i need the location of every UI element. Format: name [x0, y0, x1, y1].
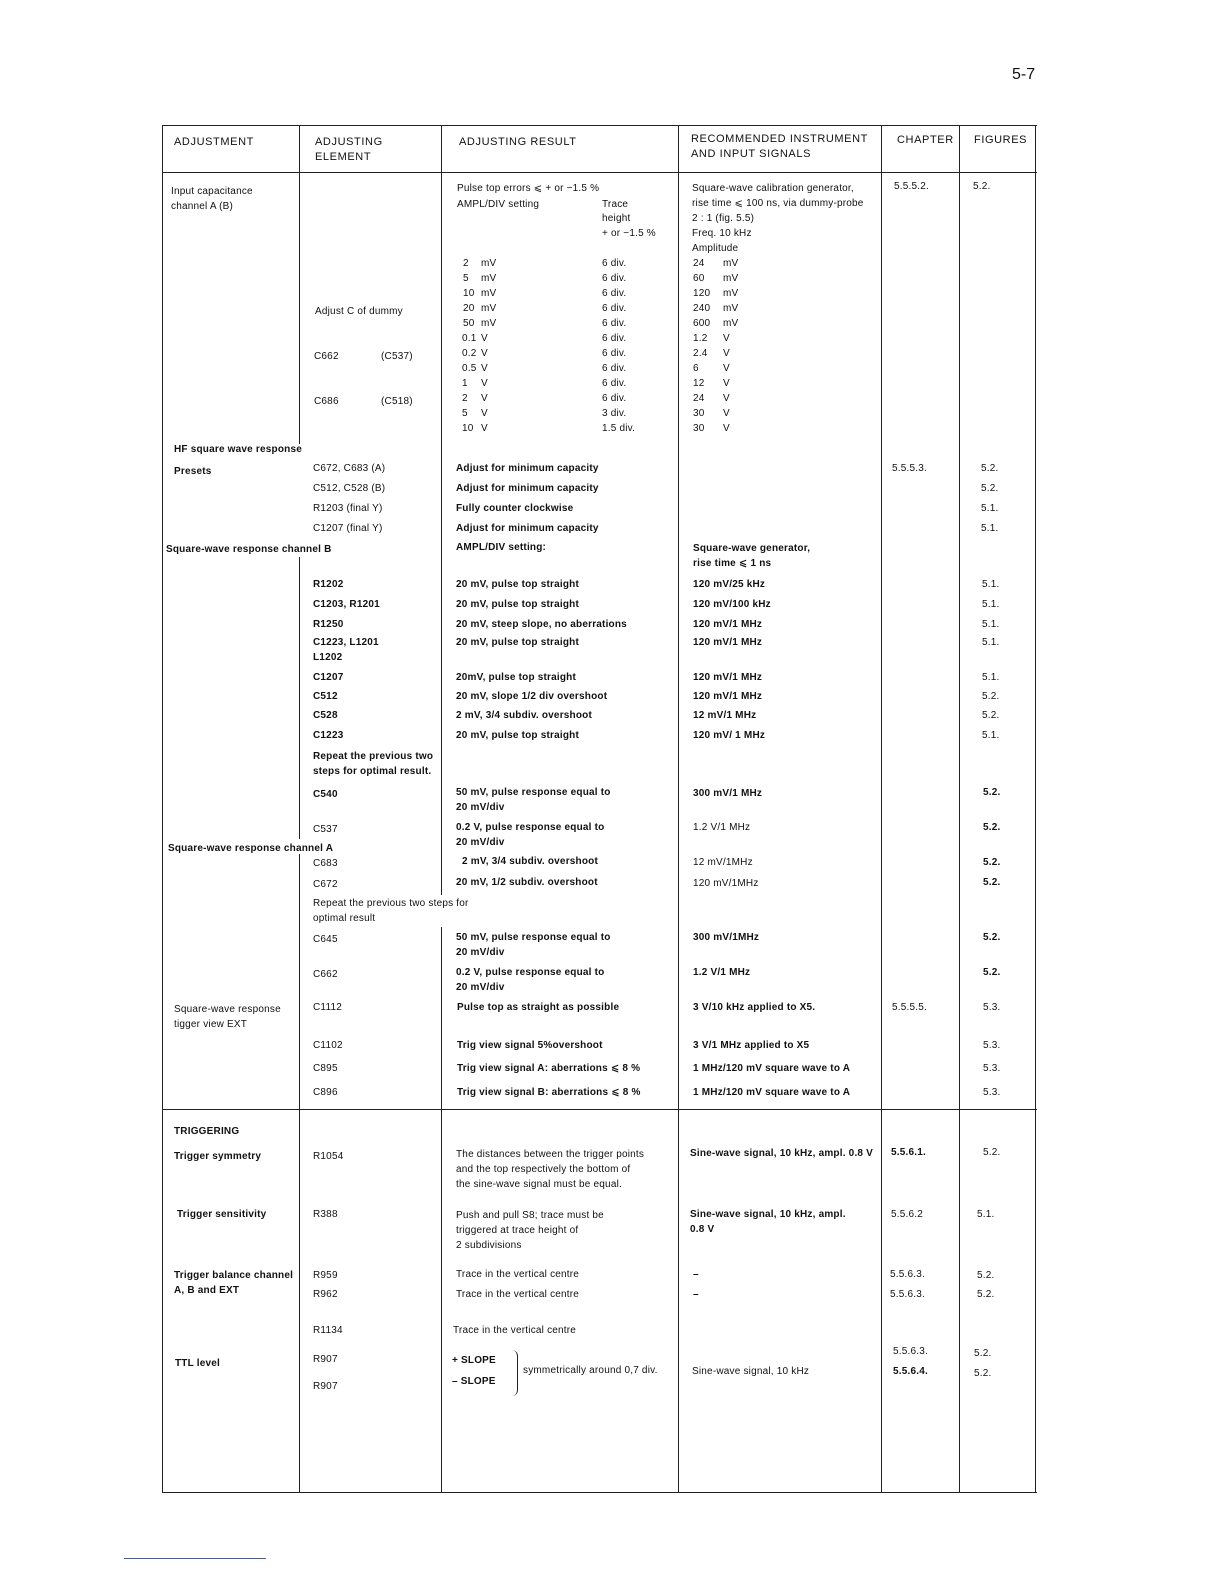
figure-value: 5.3.	[983, 1063, 1001, 1074]
amplitude-value: 24	[693, 393, 705, 404]
amplitude-unit: V	[723, 393, 730, 404]
instrument-text: 3 V/1 MHz applied to X5	[693, 1040, 810, 1051]
column-rule	[678, 125, 679, 1492]
ampl-setting-value: 20	[463, 303, 475, 314]
amplitude-unit: mV	[723, 318, 739, 329]
instrument-text: 120 mV/100 kHz	[693, 599, 771, 610]
instrument-text: 2 : 1 (fig. 5.5)	[692, 213, 755, 224]
column-rule	[441, 125, 442, 895]
element-label: C645	[313, 934, 338, 945]
result-text: 20 mV, pulse top straight	[456, 579, 579, 590]
trace-heading: + or −1.5 %	[602, 228, 656, 239]
chapter-value: 5.5.6.4.	[893, 1366, 928, 1377]
result-text: Pulse top as straight as possible	[457, 1002, 620, 1013]
element-label: C1203, R1201	[313, 599, 380, 610]
figure-value: 5.1.	[981, 503, 999, 514]
element-label: C672, C683 (A)	[313, 463, 386, 474]
instrument-text: 300 mV/1MHz	[693, 932, 760, 943]
result-text: 2 mV, 3/4 subdiv. overshoot	[456, 710, 593, 721]
presets-label: Presets	[174, 466, 212, 477]
trigger-sensitivity-label: Trigger sensitivity	[177, 1209, 267, 1220]
ampl-setting-value: 50	[463, 318, 475, 329]
result-text: Trace in the vertical centre	[453, 1325, 577, 1336]
element-label: C672	[313, 879, 338, 890]
amplitude-unit: V	[723, 363, 730, 374]
trace-height-value: 6 div.	[602, 273, 627, 284]
ampl-setting-value: 2	[463, 258, 469, 269]
element-label: C662	[314, 351, 339, 362]
element-label: R907	[313, 1354, 338, 1365]
figure-value: 5.2.	[983, 787, 1001, 798]
element-label: C512	[313, 691, 338, 702]
chapter-value: 5.5.6.3.	[893, 1346, 928, 1357]
instrument-text: 120 mV/25 kHz	[693, 579, 766, 590]
amplitude-value: 12	[693, 378, 705, 389]
figure-value: 5.3.	[983, 1002, 1001, 1013]
ampl-setting-unit: V	[481, 363, 488, 374]
page-number: 5-7	[1012, 66, 1036, 83]
amplitude-unit: mV	[723, 288, 739, 299]
element-label: C1223	[313, 730, 344, 741]
repeat-note: Repeat the previous two	[313, 751, 434, 762]
figure-value: 5.2.	[981, 483, 999, 494]
result-text: Fully counter clockwise	[456, 503, 574, 514]
instrument-text: 3 V/10 kHz applied to X5.	[693, 1002, 816, 1013]
ampl-setting-value: 2	[462, 393, 468, 404]
trace-heading: Trace	[602, 199, 629, 210]
instrument-text: 1 MHz/120 mV square wave to A	[693, 1063, 851, 1074]
instrument-text: 0.8 V	[690, 1224, 715, 1235]
ampl-setting-value: 10	[463, 288, 475, 299]
square-wave-b-title: Square-wave response channel B	[166, 544, 332, 555]
amplitude-value: 120	[693, 288, 711, 299]
chapter-value: 5.5.6.1.	[891, 1147, 926, 1158]
header-adjustment: ADJUSTMENT	[174, 136, 254, 148]
instrument-text: Freq. 10 kHz	[692, 228, 752, 239]
section-divider	[162, 1109, 1037, 1110]
element-label: R1054	[313, 1151, 344, 1162]
ampl-setting-unit: mV	[481, 318, 497, 329]
figure-value: 5.2.	[983, 857, 1001, 868]
figure-value: 5.2.	[977, 1289, 995, 1300]
figure-value: 5.2.	[983, 967, 1001, 978]
result-text: Adjust for minimum capacity	[456, 523, 599, 534]
chapter-value: 5.5.5.5.	[892, 1002, 927, 1013]
instrument-text: –	[693, 1289, 699, 1300]
result-text: 20 mV, steep slope, no aberrations	[456, 619, 627, 630]
instrument-text: 12 mV/1MHz	[693, 857, 753, 868]
instrument-text: Sine-wave signal, 10 kHz, ampl.	[690, 1209, 846, 1220]
element-label: C686	[314, 396, 339, 407]
amplitude-value: 30	[693, 423, 705, 434]
square-wave-ext-title: tigger view EXT	[174, 1019, 248, 1030]
repeat-note: Repeat the previous two steps for	[313, 898, 469, 909]
ampl-setting-unit: V	[481, 378, 488, 389]
result-text: AMPL/DIV setting	[457, 199, 540, 210]
trace-height-value: 6 div.	[602, 333, 627, 344]
instrument-text: 120 mV/1 MHz	[693, 637, 763, 648]
ampl-setting-unit: V	[481, 393, 488, 404]
figure-value: 5.2.	[973, 181, 991, 192]
trace-height-value: 3 div.	[602, 408, 627, 419]
ampl-setting-unit: mV	[481, 288, 497, 299]
ampl-setting-unit: V	[481, 423, 488, 434]
adjustment-label: channel A (B)	[171, 201, 234, 212]
result-text: Trace in the vertical centre	[456, 1289, 580, 1300]
instrument-text: 300 mV/1 MHz	[693, 788, 763, 799]
result-text: symmetrically around 0,7 div.	[523, 1365, 658, 1376]
result-text: Push and pull S8; trace must be	[456, 1210, 604, 1221]
result-text: 20mV, pulse top straight	[456, 672, 577, 683]
result-text: Adjust for minimum capacity	[456, 463, 599, 474]
element-label: L1202	[313, 652, 343, 663]
column-rule	[299, 854, 300, 1492]
ampl-setting-value: 0.1	[462, 333, 477, 344]
element-label: C662	[313, 969, 338, 980]
header-bottom-border	[162, 172, 1037, 173]
result-text: 20 mV/div	[456, 802, 505, 813]
amplitude-unit: mV	[723, 303, 739, 314]
element-label: C1207	[313, 672, 344, 683]
square-wave-ext-title: Square-wave response	[174, 1004, 281, 1015]
instrument-text: 120 mV/1MHz	[693, 878, 759, 889]
element-label: (C537)	[381, 351, 413, 362]
generator-text: Square-wave generator,	[693, 543, 811, 554]
instrument-text: 120 mV/ 1 MHz	[693, 730, 766, 741]
trigger-balance-label: A, B and EXT	[174, 1285, 240, 1296]
figure-value: 5.2.	[983, 877, 1001, 888]
result-text: triggered at trace height of	[456, 1225, 579, 1236]
result-text: The distances between the trigger points	[456, 1149, 645, 1160]
result-text: 50 mV, pulse response equal to	[456, 932, 611, 943]
element-label: R388	[313, 1209, 338, 1220]
figure-value: 5.1.	[982, 599, 1000, 610]
trace-height-value: 6 div.	[602, 303, 627, 314]
result-text: the sine-wave signal must be equal.	[456, 1179, 622, 1190]
trace-height-value: 6 div.	[602, 318, 627, 329]
generator-text: rise time ⩽ 1 ns	[693, 558, 772, 569]
trace-height-value: 6 div.	[602, 363, 627, 374]
result-text: Adjust for minimum capacity	[456, 483, 599, 494]
figure-value: 5.1.	[982, 579, 1000, 590]
figure-value: 5.2.	[983, 822, 1001, 833]
result-text: 50 mV, pulse response equal to	[456, 787, 611, 798]
amplitude-unit: V	[723, 333, 730, 344]
trace-height-value: 6 div.	[602, 348, 627, 359]
amplitude-value: 6	[693, 363, 699, 374]
column-rule	[162, 125, 163, 1492]
instrument-text: Sine-wave signal, 10 kHz, ampl. 0.8 V	[690, 1148, 874, 1159]
result-text: Trig view signal B: aberrations ⩽ 8 %	[457, 1087, 641, 1098]
amplitude-value: 30	[693, 408, 705, 419]
header-chapter: CHAPTER	[897, 134, 954, 146]
trigger-symmetry-label: Trigger symmetry	[174, 1151, 262, 1162]
result-text: 0.2 V, pulse response equal to	[456, 967, 605, 978]
element-label: C540	[313, 789, 338, 800]
element-label: R962	[313, 1289, 338, 1300]
amplitude-unit: V	[723, 348, 730, 359]
instrument-text: 120 mV/1 MHz	[693, 619, 763, 630]
element-label: (C518)	[381, 396, 413, 407]
amplitude-value: 2.4	[693, 348, 708, 359]
amplitude-value: 600	[693, 318, 711, 329]
element-label: C512, C528 (B)	[313, 483, 386, 494]
amplitude-value: 1.2	[693, 333, 708, 344]
trace-heading: height	[602, 213, 631, 224]
amplitude-unit: V	[723, 378, 730, 389]
figure-value: 5.2.	[983, 1147, 1001, 1158]
ampl-setting-unit: V	[481, 408, 488, 419]
element-label: C537	[313, 824, 338, 835]
instrument-text: 1.2 V/1 MHz	[693, 967, 751, 978]
figure-value: 5.1.	[982, 672, 1000, 683]
instrument-text: 1.2 V/1 MHz	[693, 822, 751, 833]
ampl-setting-value: 10	[462, 423, 474, 434]
figure-value: 5.2.	[982, 691, 1000, 702]
hf-title: HF square wave response	[174, 444, 302, 455]
column-rule	[441, 927, 442, 1492]
result-text: 2 subdivisions	[456, 1240, 522, 1251]
repeat-note: optimal result	[313, 913, 376, 924]
figure-value: 5.3.	[983, 1040, 1001, 1051]
result-text: 20 mV, pulse top straight	[456, 637, 579, 648]
instrument-text: 12 mV/1 MHz	[693, 710, 757, 721]
instrument-text: rise time ⩽ 100 ns, via dummy-probe	[692, 198, 864, 209]
figure-value: 5.1.	[977, 1209, 995, 1220]
amplitude-unit: V	[723, 408, 730, 419]
triggering-title: TRIGGERING	[174, 1126, 240, 1137]
ampl-setting-value: 0.5	[462, 363, 477, 374]
adjustment-label: Input capacitance	[171, 186, 253, 197]
ampl-setting-value: 5	[462, 408, 468, 419]
chapter-value: 5.5.5.2.	[894, 181, 929, 192]
header-element-line1: ADJUSTING	[315, 136, 383, 148]
result-text: 20 mV, slope 1/2 div overshoot	[456, 691, 608, 702]
trace-height-value: 1.5 div.	[602, 423, 636, 434]
element-label: C896	[313, 1087, 338, 1098]
column-rule	[1035, 125, 1036, 1492]
instrument-text: 1 MHz/120 mV square wave to A	[693, 1087, 851, 1098]
instrument-text: 120 mV/1 MHz	[693, 691, 763, 702]
trigger-balance-label: Trigger balance channel	[174, 1270, 294, 1281]
element-label: R1250	[313, 619, 344, 630]
header-result: ADJUSTING RESULT	[459, 136, 577, 148]
element-label: C1112	[313, 1002, 342, 1013]
result-text: 20 mV/div	[456, 982, 505, 993]
figure-value: 5.2.	[982, 710, 1000, 721]
result-text: 20 mV, pulse top straight	[456, 599, 579, 610]
ampl-div-setting: AMPL/DIV setting:	[456, 542, 547, 553]
result-text: 20 mV/div	[456, 947, 505, 958]
element-label: C1102	[313, 1040, 343, 1051]
ampl-setting-unit: V	[481, 348, 488, 359]
header-instrument-line1: RECOMMENDED INSTRUMENT	[691, 133, 868, 145]
ampl-setting-unit: mV	[481, 258, 497, 269]
instrument-text: Sine-wave signal, 10 kHz	[692, 1366, 810, 1377]
column-rule	[881, 125, 882, 1492]
result-text: 20 mV, pulse top straight	[456, 730, 579, 741]
ampl-setting-unit: V	[481, 333, 488, 344]
element-label: R907	[313, 1381, 338, 1392]
amplitude-unit: mV	[723, 273, 739, 284]
element-label: R959	[313, 1270, 338, 1281]
header-element-line2: ELEMENT	[315, 151, 372, 163]
trace-height-value: 6 div.	[602, 393, 627, 404]
chapter-value: 5.5.6.2	[891, 1209, 923, 1220]
trace-height-value: 6 div.	[602, 258, 627, 269]
ampl-setting-unit: mV	[481, 273, 497, 284]
instrument-text: Amplitude	[692, 243, 739, 254]
column-rule	[299, 125, 300, 444]
element-label: C895	[313, 1063, 338, 1074]
slope-plus: + SLOPE	[452, 1355, 496, 1366]
ampl-setting-value: 5	[463, 273, 469, 284]
result-text: 2 mV, 3/4 subdiv. overshoot	[462, 856, 599, 867]
figure-value: 5.2.	[983, 932, 1001, 943]
result-text: Pulse top errors ⩽ + or −1.5 %	[457, 183, 600, 194]
amplitude-value: 60	[693, 273, 705, 284]
element-label: C1223, L1201	[313, 637, 379, 648]
element-label: R1202	[313, 579, 344, 590]
repeat-note: steps for optimal result.	[313, 766, 432, 777]
amplitude-value: 24	[693, 258, 705, 269]
figure-value: 5.2.	[977, 1270, 995, 1281]
amplitude-unit: mV	[723, 258, 739, 269]
instrument-text: 120 mV/1 MHz	[693, 672, 763, 683]
figure-value: 5.1.	[982, 730, 1000, 741]
slope-minus: – SLOPE	[452, 1376, 496, 1387]
result-text: Trig view signal A: aberrations ⩽ 8 %	[457, 1063, 641, 1074]
result-text: Trig view signal 5%overshoot	[457, 1040, 603, 1051]
result-text: and the top respectively the bottom of	[456, 1164, 631, 1175]
result-text: 0.2 V, pulse response equal to	[456, 822, 605, 833]
brace-icon	[509, 1350, 518, 1396]
element-label: C528	[313, 710, 338, 721]
element-label: R1203 (final Y)	[313, 503, 383, 514]
trace-height-value: 6 div.	[602, 378, 627, 389]
figure-value: 5.2.	[981, 463, 999, 474]
chapter-value: 5.5.6.3.	[890, 1289, 925, 1300]
amplitude-unit: V	[723, 423, 730, 434]
element-label: R1134	[313, 1325, 343, 1336]
amplitude-value: 240	[693, 303, 711, 314]
figure-value: 5.1.	[981, 523, 999, 534]
column-rule	[959, 125, 960, 1492]
column-rule	[299, 557, 300, 839]
table-top-border	[162, 125, 1037, 126]
header-figures: FIGURES	[974, 134, 1028, 146]
element-label: Adjust C of dummy	[315, 306, 403, 317]
chapter-value: 5.5.5.3.	[892, 463, 927, 474]
instrument-text: –	[693, 1269, 699, 1280]
figure-value: 5.2.	[974, 1348, 992, 1359]
header-instrument-line2: AND INPUT SIGNALS	[691, 148, 812, 160]
result-text: 20 mV, 1/2 subdiv. overshoot	[456, 877, 598, 888]
footer-rule	[124, 1558, 266, 1559]
ampl-setting-value: 1	[462, 378, 468, 389]
figure-value: 5.1.	[982, 637, 1000, 648]
result-text: 20 mV/div	[456, 837, 505, 848]
chapter-value: 5.5.6.3.	[890, 1269, 925, 1280]
element-label: C1207 (final Y)	[313, 523, 383, 534]
result-text: Trace in the vertical centre	[456, 1269, 580, 1280]
ttl-level-label: TTL level	[175, 1358, 220, 1369]
element-label: C683	[313, 858, 338, 869]
ampl-setting-unit: mV	[481, 303, 497, 314]
figure-value: 5.1.	[982, 619, 1000, 630]
table-bottom-border	[162, 1492, 1037, 1493]
figure-value: 5.3.	[983, 1087, 1001, 1098]
figure-value: 5.2.	[974, 1368, 992, 1379]
trace-height-value: 6 div.	[602, 288, 627, 299]
ampl-setting-value: 0.2	[462, 348, 477, 359]
instrument-text: Square-wave calibration generator,	[692, 183, 854, 194]
square-wave-a-title: Square-wave response channel A	[168, 843, 334, 854]
